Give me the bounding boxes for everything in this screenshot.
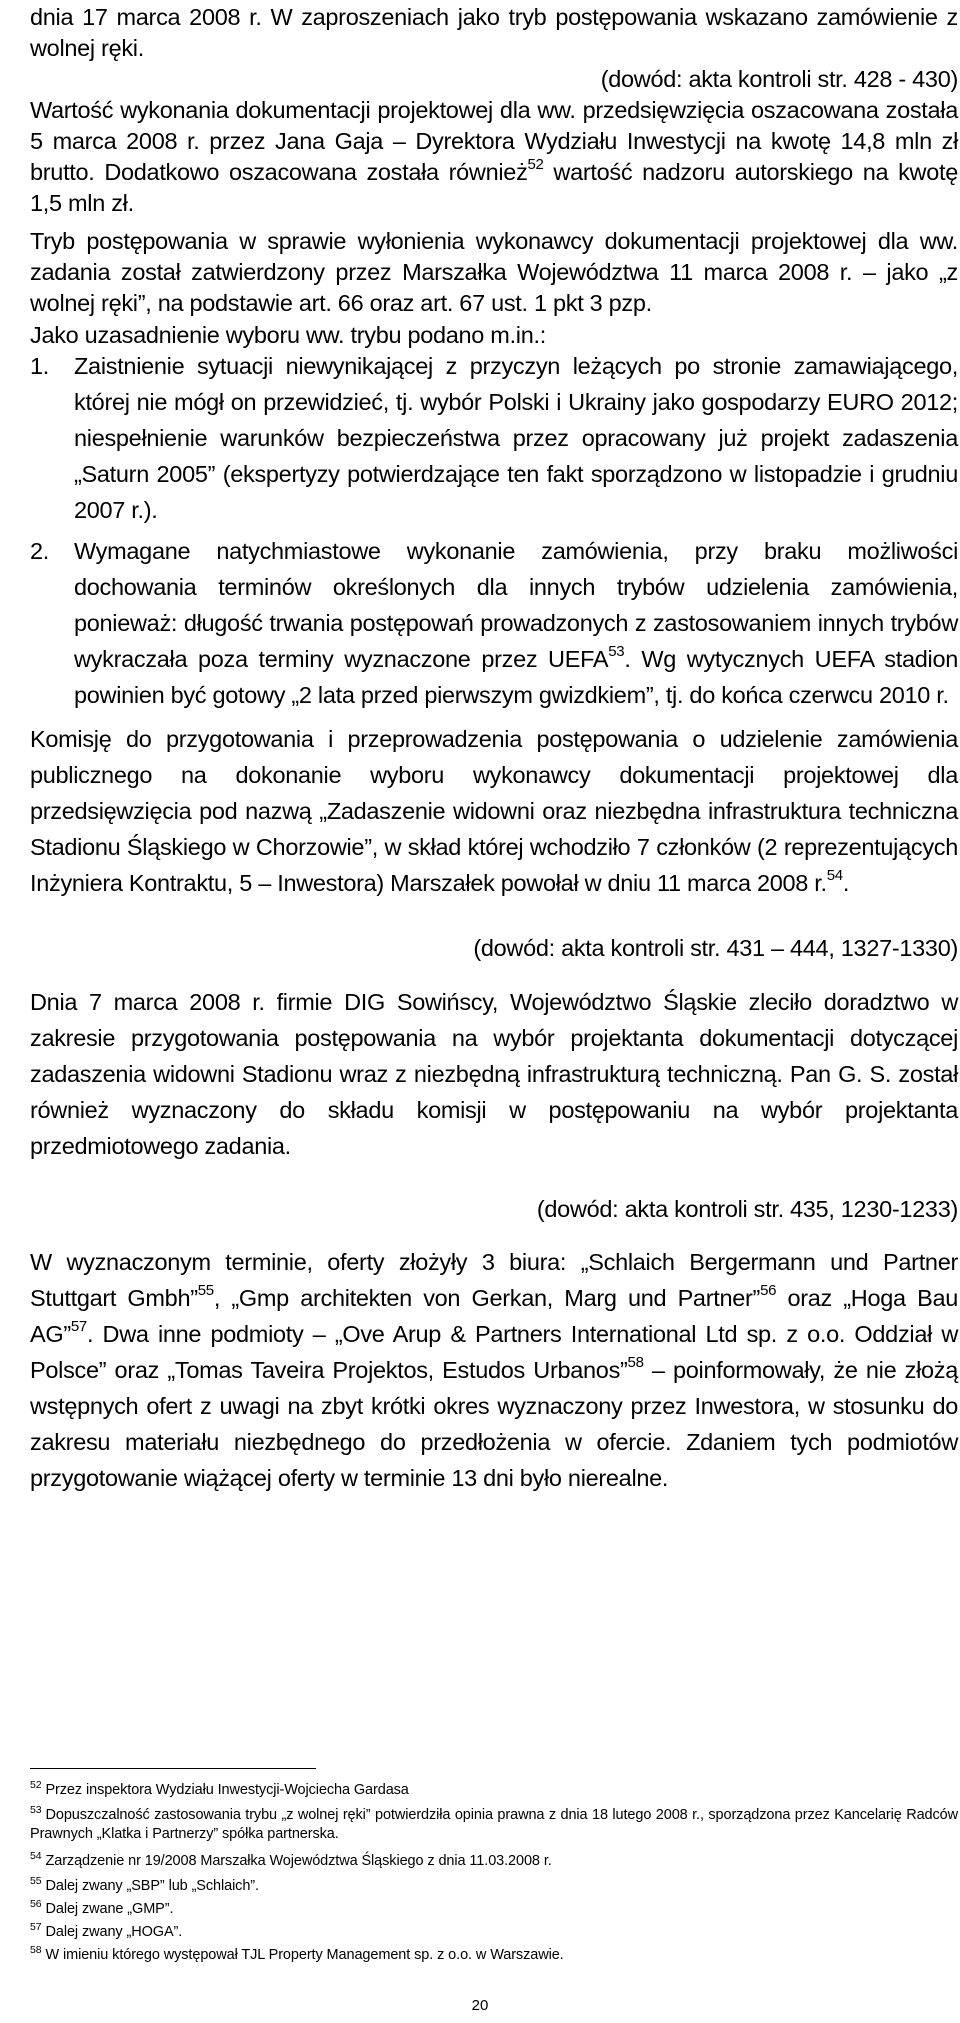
footnote-ref[interactable]: 54	[826, 867, 843, 885]
footnote-ref[interactable]: 55	[197, 1282, 214, 1300]
justification-item-1	[30, 348, 958, 528]
footnote-58: $^{58}$ W imieniu którego występował TJL Property Management sp. z o.o. w Warszawie.	[30, 1944, 564, 1963]
footnote-52: $^{52}$ Przez inspektora Wydziału Inwestycji-Wojciecha Gardasa	[30, 1779, 409, 1798]
paragraph-text: Komisję do przygotowania i przeprowadzenia postępowania o udzielenie zamówienia publicznego na dokonanie wyboru wykonawcy dokumentacji projektowej dla przedsięwzięcia pod nazwą „Zadaszenie widowni oraz niezbędna infrastruktura techniczna Stadionu Śląskiego w Chorzowie”, w skład której wchodziło 7 członków (2 reprezentujących Inżyniera Kontraktu, 5 – Inwestora) Marszałek powołał w dniu 11 marca 2008 r.	[30, 726, 958, 896]
paragraph-text: Wartość wykonania dokumentacji projektowej dla ww. przedsięwzięcia oszacowana została 5 marca 2008 r. przez Jana Gaja – Dyrektora Wydziału Inwestycji na kwotę 14,8 mln zł brutto. Dodatkowo oszacowana została również	[30, 97, 958, 185]
footnote-53: $^{53}$ Dopuszczalność zastosowania trybu „z wolnej ręki” potwierdziła opinia prawna z dnia 18 lutego 2008 r., sporządzona przez Kancelarię Radców Prawnych „Klatka i Partnerzy” spółka partnerska.	[30, 1804, 958, 1842]
footnote-56: $^{56}$ Dalej zwane „GMP”.	[30, 1898, 174, 1917]
paragraph-text: Tryb postępowania w sprawie wyłonienia wykonawcy dokumentacji projektowej dla ww. zadania został zatwierdzony przez Marszałka Województwa 11 marca 2008 r. – jako „z wolnej ręki”, na podstawie art. 66 oraz art. 67 ust. 1 pkt 3 pzp.	[30, 228, 958, 316]
evidence-citation: (dowód: akta kontroli str. 435, 1230-1233)	[536, 1196, 958, 1222]
paragraph-valuation	[30, 95, 958, 219]
footnote-54: $^{54}$ Zarządzenie nr 19/2008 Marszałka Województwa Śląskiego z dnia 11.03.2008 r.	[30, 1850, 552, 1869]
paragraph-invitation	[30, 2, 958, 64]
footnote-ref[interactable]: 57	[70, 1318, 87, 1336]
paragraph-text: wartość nadzoru autorskiego na kwotę 1,5 mln zł.	[30, 159, 958, 216]
list-item-text: Wymagane natychmiastowe wykonanie zamówienia, przy braku możliwości dochowania terminów określonych dla innych trybów udzielenia zamówienia, ponieważ: długość trwania postępowań prowadzonych z zastosowaniem innych trybów wykraczała poza terminy wyznaczone przez UEFA$^{53}$. Wg wytycznych UEFA stadion powinien być gotowy „2 lata przed pierwszym gwizdkiem”, tj. do końca czerwcu 2010 r.	[74, 538, 958, 708]
evidence-citation: (dowód: akta kontroli str. 431 – 444, 1327-1330)	[473, 935, 958, 961]
paragraph-dig-advisory	[30, 984, 958, 1164]
list-item-text: Zaistnienie sytuacji niewynikającej z przyczyn leżących po stronie zamawiającego, której nie mógł on przewidzieć, tj. wybór Polski i Ukrainy jako gospodarzy EURO 2012; niespełnienie warunków bezpieczeństwa przez opracowany już projekt zadaszenia „Saturn 2005” (ekspertyzy potwierdzające ten fakt sporządzono w listopadzie i grudniu 2007 r.).	[74, 353, 958, 523]
footnote-ref[interactable]: 53	[608, 643, 625, 661]
paragraph-offers: W wyznaczonym terminie, oferty złożyły 3 biura: „Schlaich Bergermann und Partner Stuttgart Gmbh”$^{55}$, „Gmp architekten von Gerkan, Marg und Partner”$^{56}$ oraz „Hoga Bau AG”$^{57}$. Dwa inne podmioty – „Ove Arup & Partners International Ltd sp. z o.o. Oddział w Polsce” oraz „Tomas Taveira Projektos, Estudos Urbanos”$^{58}$ – poinformowały, że nie złożą wstępnych ofert z uwagi na zbyt krótki okres wyznaczony przez Inwestora, w stosunku do zakresu materiału niezbędnego do przedłożenia w ofercie. Zdaniem tych podmiotów przygotowanie wiążącej oferty w terminie 13 dni było nierealne.	[30, 1249, 959, 1491]
justification-item-2	[30, 533, 958, 713]
footnote-separator	[30, 1768, 316, 1769]
footnote-ref[interactable]: 58	[627, 1354, 644, 1372]
paragraph-text: Dnia 7 marca 2008 r. firmie DIG Sowińscy, Województwo Śląskie zleciło doradztwo w zakresie przygotowania postępowania na wybór projektanta dokumentacji dotyczącej zadaszenia widowni Stadionu wraz z niezbędną infrastrukturą techniczną. Pan G. S. został również wyznaczony do składu komisji w postępowaniu na wybór projektanta przedmiotowego zadania.	[30, 989, 958, 1159]
paragraph-procedure-mode	[30, 226, 958, 319]
footnote-ref[interactable]: 52	[527, 156, 544, 174]
paragraph-justification-intro	[30, 320, 958, 351]
page-number: 20	[471, 1997, 489, 2014]
paragraph-text: Jako uzasadnienie wyboru ww. trybu podano m.in.:	[30, 322, 546, 348]
paragraph-text: dnia 17 marca 2008 r. W zaproszeniach jako tryb postępowania wskazano zamówienie z wolnej ręki.	[30, 4, 958, 61]
footnote-ref[interactable]: 56	[760, 1282, 777, 1300]
list-number: 2.	[30, 538, 49, 564]
paragraph-commission: Komisję do przygotowania i przeprowadzenia postępowania o udzielenie zamówienia publicznego na dokonanie wyboru wykonawcy dokumentacji projektowej dla przedsięwzięcia pod nazwą „Zadaszenie widowni oraz niezbędna infrastruktura techniczna Stadionu Śląskiego w Chorzowie”, w skład której wchodziło 7 członków (2 reprezentujących Inżyniera Kontraktu, 5 – Inwestora) Marszałek powołał w dniu 11 marca 2008 r.$^{54}$.	[30, 726, 958, 896]
evidence-citation: (dowód: akta kontroli str. 428 - 430)	[600, 66, 958, 92]
footnote-57: $^{57}$ Dalej zwany „HOGA”.	[30, 1921, 183, 1940]
footnote-55: $^{55}$ Dalej zwany „SBP” lub „Schlaich”.	[30, 1875, 259, 1894]
list-number: 1.	[30, 353, 49, 379]
